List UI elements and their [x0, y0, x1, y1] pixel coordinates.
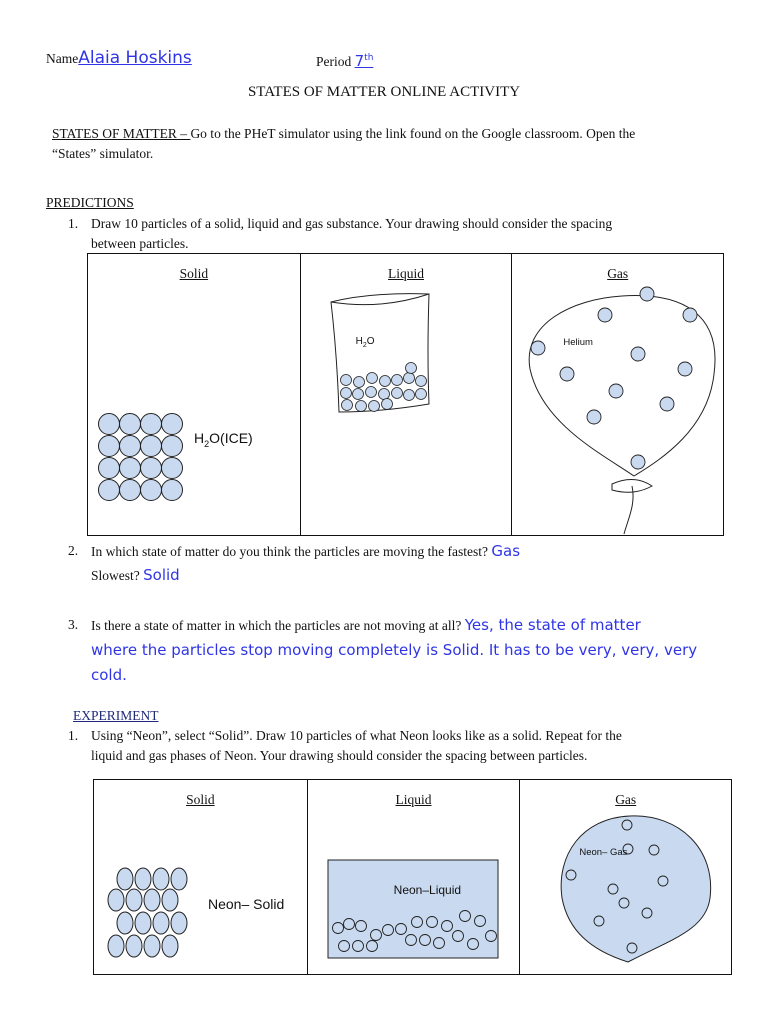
exp-q1-text: Using “Neon”, select “Solid”. Draw 10 particles of what Neon looks like as a solid. Repeat for the liquid and gas phases of Neon. Your drawing should consider the spacing between particles. — [91, 728, 622, 763]
name-value: Alaia Hoskins — [78, 48, 192, 68]
pred-q3-answer-1: Yes, the state of matter — [464, 616, 641, 634]
intro-text-2: “States” simulator. — [52, 146, 154, 161]
pred-q2-text: In which state of matter do you think the particles are moving the fastest? — [91, 544, 489, 559]
exp-liquid-header: Liquid — [395, 792, 432, 807]
exp-solid-drawing — [94, 780, 308, 976]
pred-liquid-header: Liquid — [388, 266, 425, 281]
pred-solid-drawing — [88, 254, 301, 537]
pred-q3 — [91, 613, 741, 688]
intro — [52, 124, 742, 164]
pred-q2 — [91, 541, 741, 562]
pred-q3-answer-3: cold. — [91, 666, 127, 684]
pred-gas-header: Gas — [607, 266, 629, 281]
predictions-heading: PREDICTIONS — [46, 195, 134, 210]
exp-solid-header: Solid — [186, 792, 215, 807]
experiment-table — [93, 779, 732, 975]
pred-liquid-cell — [300, 254, 512, 536]
predictions-table — [87, 253, 724, 536]
period-value: 7th — [354, 52, 374, 70]
pred-liquid-label: $H_2O$ — [355, 336, 375, 349]
pred-q2b-text: Slowest? — [91, 568, 140, 583]
pred-q1-number: 1. — [68, 216, 79, 231]
exp-gas-drawing — [520, 780, 732, 976]
pred-solid-cell — [88, 254, 301, 536]
name-label: Name — [46, 51, 79, 66]
exp-liquid-label: Neon–Liquid — [393, 883, 462, 897]
exp-solid-cell — [94, 780, 308, 975]
exp-gas-header: Gas — [615, 792, 637, 807]
pred-gas-label: Helium — [563, 337, 593, 348]
exp-liquid-drawing — [308, 780, 521, 976]
pred-gas-drawing — [512, 254, 724, 537]
pred-solid-header: Solid — [179, 266, 209, 281]
exp-liquid-cell — [307, 780, 520, 975]
pred-gas-cell — [512, 254, 724, 536]
name-line — [46, 48, 192, 69]
exp-gas-cell — [520, 780, 732, 975]
pred-liquid-drawing — [301, 254, 513, 537]
intro-text-1: Go to the PHeT simulator using the link found on the Google classroom. Open the — [190, 126, 636, 141]
exp-q1-number: 1. — [68, 728, 79, 743]
pred-q3-answer-2: where the particles stop moving completely is Solid. It has to be very, very, very — [91, 641, 698, 659]
exp-gas-label: Neon– Gas — [579, 847, 628, 858]
period-line — [316, 48, 373, 72]
experiment-heading: EXPERIMENT — [73, 708, 159, 723]
pred-q2b-answer: Solid — [143, 566, 180, 584]
pred-q2b — [91, 565, 180, 586]
pred-q3-number: 3. — [68, 617, 79, 632]
page-title: STATES OF MATTER ONLINE ACTIVITY — [247, 84, 521, 100]
pred-q2-number: 2. — [68, 543, 79, 558]
exp-solid-label: Neon– Solid — [208, 896, 285, 912]
intro-heading: STATES OF MATTER – — [52, 126, 191, 141]
pred-q2-answer: Gas — [491, 542, 521, 560]
pred-q1-text: Draw 10 particles of a solid, liquid and gas substance. Your drawing should consider the spacing between particles. — [91, 216, 613, 251]
pred-solid-label: $H_2O(ICE)$ — [194, 430, 253, 449]
pred-q3-text: Is there a state of matter in which the particles are not moving at all? — [91, 618, 462, 633]
period-label: Period — [316, 54, 352, 69]
